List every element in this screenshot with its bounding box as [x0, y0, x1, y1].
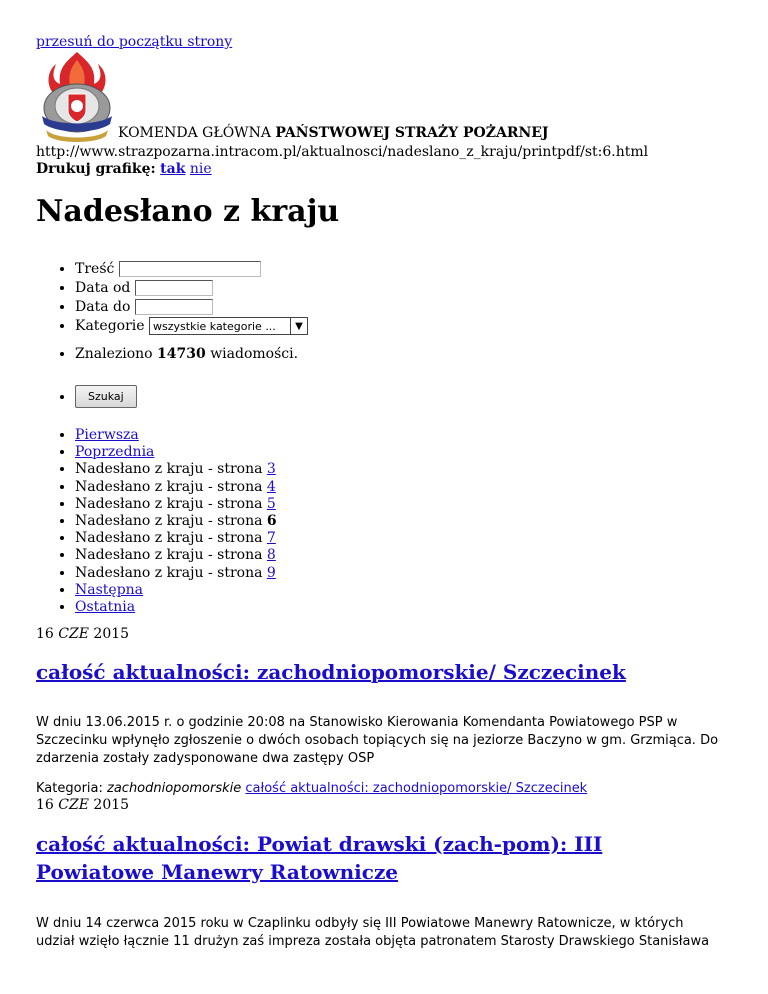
pager-page: • Nadesłano z kraju - strona 5	[75, 496, 277, 513]
pager-page-4-link[interactable]: 4	[266, 478, 276, 495]
article-category-value: zachodniopomorskie	[107, 781, 242, 796]
organization-name: KOMENDA GŁÓWNA PAŃSTWOWEJ STRAŻY POŻARNEJ	[118, 125, 549, 141]
search-button[interactable]: Szukaj	[75, 385, 137, 408]
pager-page-current: • Nadesłano z kraju - strona 6	[75, 513, 277, 530]
pager-page-3-link[interactable]: 3	[266, 461, 276, 478]
pager-page-7-link[interactable]: 7	[266, 530, 276, 547]
article-date: 16 CZE 2015	[36, 626, 130, 642]
results-count-list	[36, 346, 298, 363]
pager-last-link[interactable]: Ostatnia	[75, 599, 136, 616]
date-from-row: • Data od	[75, 279, 308, 298]
page-url: http://www.strazpozarna.intracom.pl/aktualnosci/nadeslano_z_kraju/printpdf/st:6.html	[36, 144, 649, 160]
article-read-more-link[interactable]: całość aktualności: zachodniopomorskie/ Szczecinek	[245, 781, 588, 796]
pager-page: • Nadesłano z kraju - strona 7	[75, 530, 277, 547]
pager-first-link[interactable]: Pierwsza	[75, 427, 139, 443]
page-title: Nadesłano z kraju	[36, 194, 340, 229]
pagination	[36, 427, 277, 616]
chevron-down-icon: ▼	[290, 318, 307, 334]
date-from-input[interactable]	[135, 280, 213, 296]
category-row: • Kategorie wszystkie kategorie ... ▼	[75, 317, 308, 336]
pager-page: • Nadesłano z kraju - strona 8	[75, 547, 277, 564]
category-select[interactable]: wszystkie kategorie ... ▼	[149, 317, 308, 335]
scroll-to-top-link[interactable]: przesuń do początku strony	[36, 34, 233, 50]
date-to-row: • Data do	[75, 298, 308, 317]
print-graphics-label: Drukuj grafikę:	[36, 161, 156, 177]
date-to-input[interactable]	[135, 299, 213, 315]
article-title	[36, 658, 726, 686]
content-field-row: • Treść	[75, 260, 308, 279]
search-button-list	[36, 385, 137, 408]
pager-page-8-link[interactable]: 8	[266, 547, 276, 564]
pager-current-page: 6	[266, 513, 277, 530]
pager-next-link[interactable]: Następna	[75, 581, 144, 598]
results-count: • Znaleziono 14730 wiadomości.	[75, 346, 298, 363]
article-title	[36, 830, 726, 886]
pager-page-9-link[interactable]: 9	[266, 564, 276, 581]
article-body: W dniu 14 czerwca 2015 roku w Czaplinku odbyły się III Powiatowe Manewry Ratownicze, w których udział wzięło łącznie 11 drużyn zaś impreza została objęta patronatem Starosty Drawskiego Stanisława	[36, 916, 710, 949]
article-date: 16 CZE 2015	[36, 797, 130, 813]
print-graphics-row	[36, 161, 212, 177]
pager-page-5-link[interactable]: 5	[266, 495, 276, 512]
pager-prev-link[interactable]: Poprzednia	[75, 444, 155, 461]
article-body: W dniu 13.06.2015 r. o godzinie 20:08 na Stanowisko Kierowania Komendanta Powiatowego PSP w Szczecinku wpłynęło zgłoszenie o dwóch osobach topiących się na jeziorze Baczyno w gm. Grzmiąca. Do zdarzenia zostały zadysponowane dwa zastępy OSP	[36, 715, 719, 766]
search-form	[36, 260, 308, 336]
article-title-link[interactable]: całość aktualności: Powiat drawski (zach-pom): III Powiatowe Manewry Ratownicze	[36, 832, 603, 884]
print-graphics-yes-link[interactable]: tak	[160, 161, 186, 177]
psp-logo	[36, 50, 118, 142]
article-title-link[interactable]: całość aktualności: zachodniopomorskie/ Szczecinek	[36, 660, 626, 684]
article-category: Kategoria: zachodniopomorskie całość aktualności: zachodniopomorskie/ Szczecinek	[36, 781, 588, 796]
print-graphics-no-link[interactable]: nie	[189, 161, 212, 177]
content-input[interactable]	[119, 261, 261, 277]
pager-page: • Nadesłano z kraju - strona 3	[75, 461, 277, 478]
pager-page: • Nadesłano z kraju - strona 4	[75, 479, 277, 496]
pager-page: • Nadesłano z kraju - strona 9	[75, 565, 277, 582]
